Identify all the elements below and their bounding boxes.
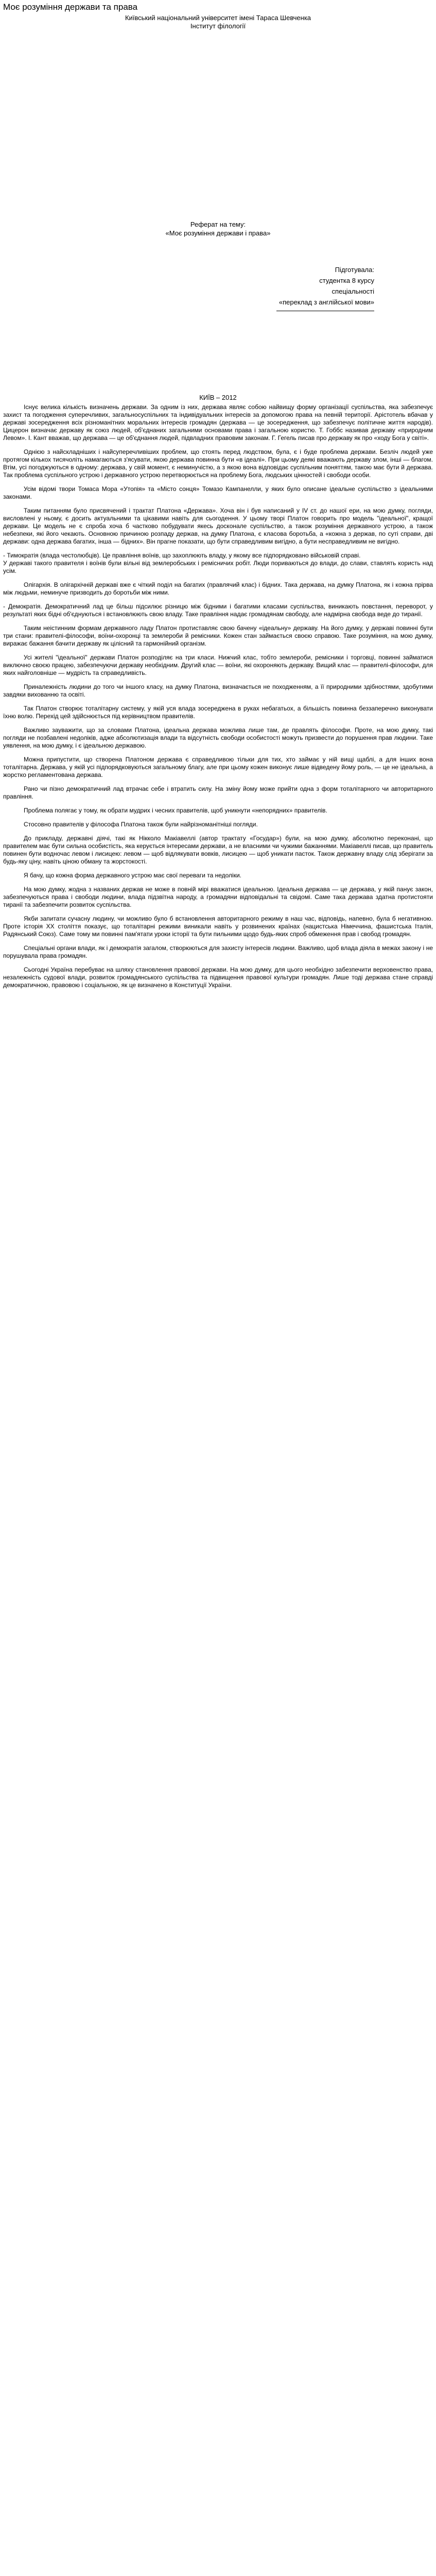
essay-body (0, 403, 436, 989)
body-paragraph: До прикладу, державні діячі, такі як Нікколо Макіавеллі (автор трактату «Государ») були, на мою думку, абсолютно переконані, що правителем має бути сильна особистість, яка керується інтересами держави, а не власними чи чужими бажаннями. Макіавеллі писав, що правитель повинен бути водночас левом і лисицею: левом — щоб відлякувати вовків, лисицею — щоб уникати пасток. Також державну владу слід зберігати за будь-яку ціну, навіть ціною обману та жорстокості. (3, 835, 433, 865)
body-paragraph: Якби запитати сучасну людину, чи можливо було б встановлення авторитарного режиму в наш час, відповідь, напевно, була б негативною. Проте історія XX століття показує, що тоталітарні режими виникали навіть у розвинених країнах (нацистська Німеччина, фашистська Італія, Радянський Союз). Саме тому ми повинні пам'ятати уроки історії та бути пильними щодо будь-яких спроб обмеження прав і свобод громадян. (3, 915, 433, 938)
report-topic: «Моє розуміння держави і права» (165, 229, 271, 237)
page-title: Моє розуміння держави та права (3, 2, 138, 12)
body-paragraph: Так Платон створює тоталітарну систему, у якій уся влада зосереджена в руках небагатьох, а більшість повинна беззаперечно виконувати їхню волю. Перехід цей здійснюється під керівництвом правителів. (3, 705, 433, 720)
body-paragraph: У державі такого правителя і воїнів були вільні від землеробських і ремісничих робіт. Люди пориваються до влади, до слави, ставлять користь над усім. (3, 560, 433, 574)
prepared-by-label: Підготувала: (335, 266, 374, 274)
city-year: КИЇВ – 2012 (199, 394, 237, 401)
report-heading (0, 220, 436, 238)
author-block (0, 264, 436, 308)
title-page-header (0, 14, 436, 30)
university-name: Київський національний університет імені Тараса Шевченка (125, 14, 311, 22)
body-paragraph: Рано чи пізно демократичний лад втрачає себе і втратить силу. На зміну йому може прийти одна з форм тоталітарного чи авторитарного правління. (3, 785, 433, 800)
body-paragraph: Спеціальні органи влади, як і демократія загалом, створюються для захисту інтересів людини. Важливо, щоб влада діяла в межах закону і не порушувала права громадян. (3, 944, 433, 959)
body-paragraph: Приналежність людини до того чи іншого класу, на думку Платона, визначається не походженням, а її природними здібностями, здобутими завдяки вихованню та освіті. (3, 683, 433, 698)
body-paragraph: Усі жителі "ідеальної" держави Платон розподіляє на три класи. Нижчий клас, тобто землероби, ремісники і торговці, повинні займатися виключно своєю працею, забезпечуючи державу необхідним. Другий клас — воїни, які охороняють державу. Вищий клас — правителі-філософи, для яких найголовніше — мудрість та справедливість. (3, 654, 433, 676)
body-paragraph: Однією з найскладніших і найсуперечливіших проблем, що стоять перед людством, була, є і буде проблема держави. Безліч людей уже протягом кількох тисячоліть намагаються з'ясувати, якою держава повинна бути «в ідеалі». При цьому деякі вважають державу злом, інші — благом. Втім, усі погоджуються в одному: держава, у свій момент, є неминучістю, а з якою вона відповідає суспільним поняттям, такою має бути й держава. Так проблема суспільного устрою і державного устрою перетворюється на проблему Бога, людських цінностей і свободи особи. (3, 448, 433, 479)
body-paragraph: Важливо зауважити, що за словами Платона, ідеальна держава можлива лише там, де правлять філософи. Проте, на мою думку, такі погляди не позбавлені недоліків, адже абсолютизація влади та відсутність свободи особистості можуть призвести до порушення прав людини. Таке уявлення, на мою думку, і є ідеальною державою. (3, 726, 433, 749)
specialty-label: спеціальності (332, 287, 374, 295)
body-paragraph: Олігархія. В олігархічній державі вже є чіткий поділ на багатих (правлячий клас) і бідних. Така держава, на думку Платона, як і кожна прірва між людьми, неминуче призводить до боротьби між ними. (3, 581, 433, 596)
body-paragraph: Усім відомі твори Томаса Мора «Утопія» та «Місто сонця» Томазо Кампанелли, у яких було описане ідеальне суспільство з ідеальними законами. (3, 485, 433, 500)
specialty-name: «переклад з англійської мови» (278, 298, 374, 306)
body-paragraph: Існує велика кількість визначень держави. За одним із них, держава являє собою найвищу форму організації суспільства, яка забезпечує захист та погодження суперечливих, загальносуспільних та індивідуальних інтересів за допомогою права на певній території. Арістотель вбачав у державі зосередження всіх різноманітних моральних інтересів громадян (держава — це зосередження, що забезпечує політичне життя народів). Цицерон визначає державу як союз людей, об'єднаних загальними основами права і загальною користю. Т. Гоббс називав державу «природним Левом». І. Кант вважав, що держава — це об'єднання людей, підвладних правовим законам. Г. Гегель писав про державу як про «ходу Бога у світі». (3, 403, 433, 442)
course-text: студентка 8 курсу (319, 277, 374, 284)
report-label: Реферат на тему: (190, 221, 246, 228)
body-paragraph: Проблема полягає у тому, як обрати мудрих і чесних правителів, щоб уникнути «непорядних» правителів. (24, 807, 327, 814)
body-paragraph: Таким питанням було присвячений і трактат Платона «Держава». Хоча він і був написаний у IV ст. до нашої ери, на мою думку, погляди, висловлені у ньому, є досить актуальними та цікавими навіть для сьогодення. У цьому творі Платон говорить про модель "ідеальної", кращої держави. Це модель не є спроба хоча б частково побудувати якесь досконале суспільство, а також розуміння державного устрою, а також небезпеки, які його чекають. Основною причиною розпаду держав, на думку Платона, є класова боротьба, а «кожна з держав, по суті справи, дві держави: одна держава багатих, інша — бідних». Він прагне показати, що бути справедливим вигідно, а бути несправедливим не вигідно. (3, 507, 433, 545)
body-paragraph: Я бачу, що кожна форма державного устрою має свої переваги та недоліки. (24, 872, 242, 879)
body-paragraph: На мою думку, жодна з названих держав не може в повній мірі вважатися ідеальною. Ідеальна держава — це держава, у якій панує закон, забезпечуються права і свободи людини, влада підзвітна народу, а громадяни відповідальні та свідомі. Саме така держава здатна протистояти тиранії та забезпечити розвиток суспільства. (3, 886, 433, 908)
body-paragraph: Сьогодні Україна перебуває на шляху становлення правової держави. На мою думку, для цього необхідно забезпечити верховенство права, незалежність судової влади, розвиток громадянського суспільства та підвищення правової культури громадян. Лише тоді держава стане справді демократичною, правовою і соціальною, як це визначено в Конституції України. (3, 966, 433, 989)
body-paragraph: - Тимократія (влада честолюбців). Це правління воїнів, що захоплюють владу, у якому все підпорядковано військовій справі. (3, 552, 361, 559)
institute-name: Інститут філології (190, 22, 246, 30)
body-paragraph: - Демократія. Демократичний лад це більш підсилює різницю між бідними і багатими класами суспільства, виникають повстання, переворот, у результаті яких бідні об'єднуються і встановлюють свою владу. Таке правління надає громадянам свободу, але надмірна свобода веде до тиранії. (3, 603, 433, 618)
body-paragraph: Стосовно правителів у філософа Платона також були найрізноманітніші погляди. (24, 821, 258, 828)
body-paragraph: Таким неістинним формам державного ладу Платон протиставляє свою бачену «ідеальну» державу. На його думку, у державі повинні бути три стани: правителі-філософи, воїни-охоронці та землероби й ремісники. Кожен стан займається своєю справою. Таке розуміння, на мою думку, виражає бажання бачити державу як цілісний та гармонійний організм. (3, 624, 433, 647)
body-paragraph: Можна припустити, що створена Платоном держава є справедливою тільки для тих, хто займає у ній вищі щаблі, а для інших вона тоталітарна. Держава, у якій усі підпорядковуються загальному благу, але при цьому кожен виконує лише відведену йому роль, — це не ідеальна, а жорстко регламентована держава. (3, 756, 433, 778)
